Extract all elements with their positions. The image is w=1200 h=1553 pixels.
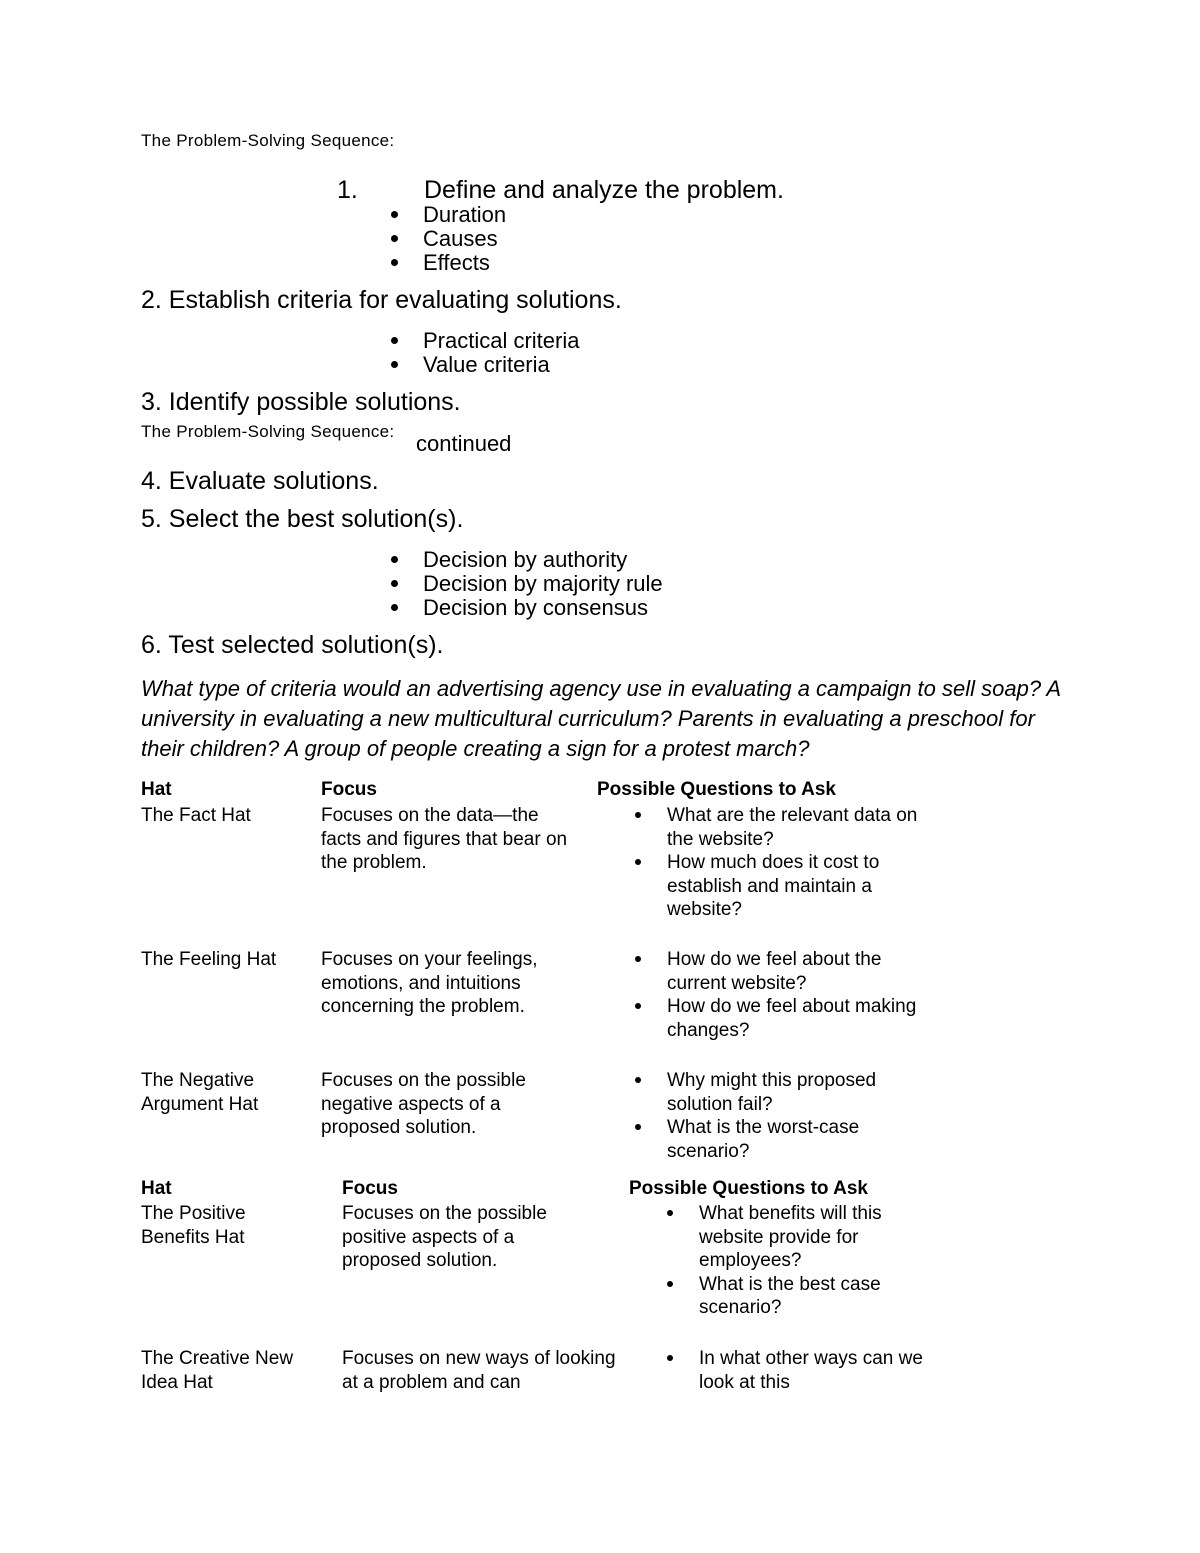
bullet-item: Effects <box>423 251 506 275</box>
step-3-heading: 3. Identify possible solutions. <box>141 388 461 416</box>
step-4-heading: 4. Evaluate solutions. <box>141 467 379 495</box>
step-1-number: 1. <box>337 176 358 204</box>
table1-row2-questions <box>667 948 927 1042</box>
table1-row1-focus: Focuses on the data—the facts and figures that bear on the problem. <box>321 805 568 873</box>
table1-header-focus: Focus <box>321 779 377 800</box>
question-item: How do we feel about making changes? <box>667 995 927 1042</box>
bullet-item: Causes <box>423 227 506 251</box>
question-item: What is the worst-case scenario? <box>667 1116 917 1163</box>
step-1-heading: Define and analyze the problem. <box>424 176 784 204</box>
step-6-heading: 6. Test selected solution(s). <box>141 631 444 659</box>
bullet-item: Duration <box>423 202 507 227</box>
table1-row3-hat: The Negative Argument Hat <box>141 1070 259 1115</box>
table2-header-hat: Hat <box>141 1178 172 1199</box>
discussion-question: What type of criteria would an advertising agency use in evaluating a campaign to sell soap? A university in evaluating a new multicultural curriculum? Parents in evaluating a preschool for their children? A group of people creating a sign for a protest march? <box>141 676 1061 761</box>
table1-row2-focus: Focuses on your feelings, emotions, and intuitions concerning the problem. <box>321 949 538 1017</box>
table2-row1-hat: The Positive Benefits Hat <box>141 1203 246 1248</box>
step-2-bullets <box>423 329 579 377</box>
table2-row2-focus: Focuses on new ways of looking at a problem and can <box>342 1348 616 1393</box>
table1-row3-focus: Focuses on the possible negative aspects of a proposed solution. <box>321 1070 526 1138</box>
table1-header-hat: Hat <box>141 779 172 800</box>
question-item: In what other ways can we look at this <box>699 1347 929 1394</box>
table1-row3-questions <box>667 1069 917 1163</box>
table1-row1-hat: The Fact Hat <box>141 805 251 826</box>
step-5-bullets <box>423 548 663 620</box>
step-2-heading: 2. Establish criteria for evaluating solutions. <box>141 286 622 314</box>
table2-row2-questions <box>699 1347 929 1394</box>
table2-row2-hat: The Creative New Idea Hat <box>141 1348 294 1393</box>
table1-header-questions: Possible Questions to Ask <box>597 779 836 800</box>
document-title: The Problem-Solving Sequence: <box>141 131 395 150</box>
table2-header-questions: Possible Questions to Ask <box>629 1178 868 1199</box>
bullet-item: Decision by authority <box>423 548 663 572</box>
step-1-bullets <box>423 203 506 275</box>
bullet-item: Decision by consensus <box>423 596 663 620</box>
question-item: How much does it cost to establish and maintain a website? <box>667 851 927 922</box>
continued-label: continued <box>416 431 512 456</box>
table1-row1-questions <box>667 804 927 922</box>
question-item: How do we feel about the current website? <box>667 948 927 995</box>
bullet-item: Value criteria <box>423 353 579 377</box>
table2-header-focus: Focus <box>342 1178 398 1199</box>
continued-title: The Problem-Solving Sequence: <box>141 422 395 441</box>
question-item: Why might this proposed solution fail? <box>667 1069 917 1116</box>
bullet-item: Decision by majority rule <box>423 571 663 596</box>
table2-row1-focus: Focuses on the possible positive aspects of a proposed solution. <box>342 1203 547 1271</box>
table2-row1-questions <box>699 1202 929 1320</box>
question-item: What benefits will this website provide for employees? <box>699 1202 929 1273</box>
table1-row2-hat: The Feeling Hat <box>141 949 277 970</box>
question-item: What is the best case scenario? <box>699 1273 929 1320</box>
question-item: What are the relevant data on the website? <box>667 804 927 851</box>
bullet-item: Practical criteria <box>423 328 580 353</box>
step-5-heading: 5. Select the best solution(s). <box>141 505 464 533</box>
